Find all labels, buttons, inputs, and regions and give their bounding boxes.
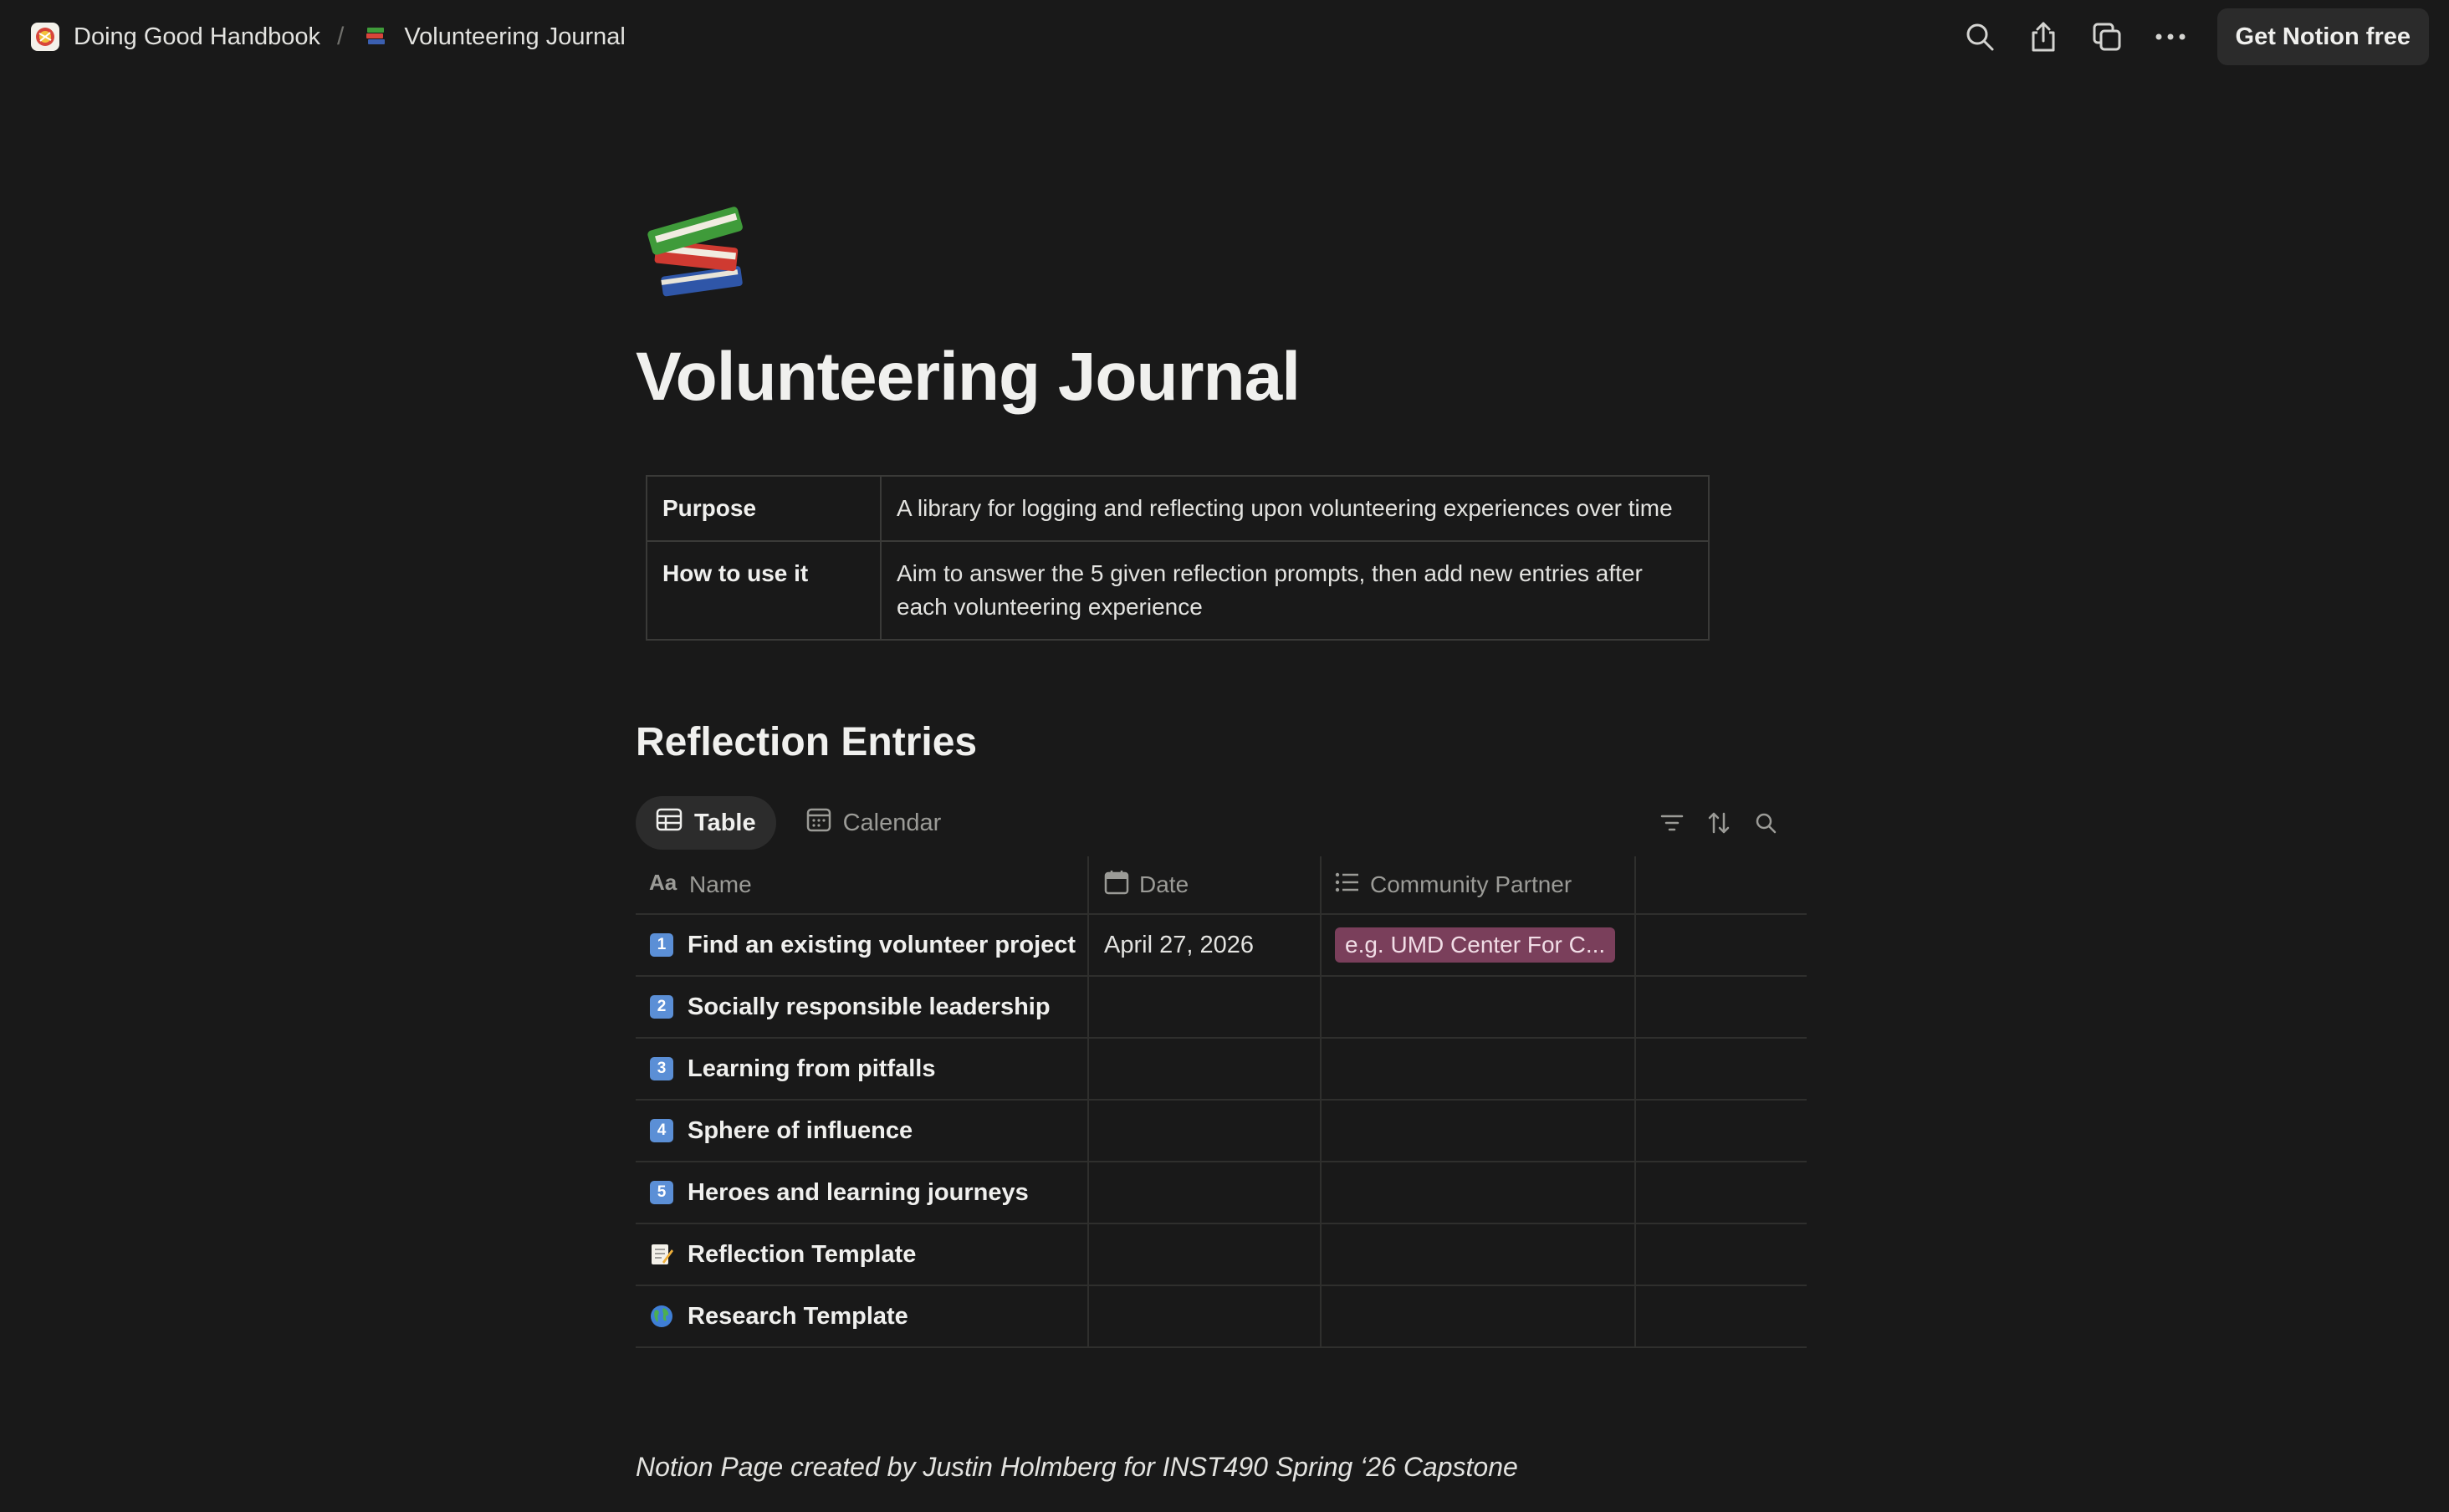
- column-label: Name: [689, 871, 752, 897]
- row-name[interactable]: Find an existing volunteer project: [688, 931, 1076, 958]
- duplicate-icon[interactable]: [2075, 5, 2139, 69]
- partner-cell[interactable]: [1322, 1101, 1636, 1161]
- breadcrumb-separator: /: [337, 23, 345, 50]
- calendar-property-icon: [1104, 870, 1129, 901]
- extra-cell: [1636, 1101, 1807, 1161]
- database-search-icon[interactable]: [1748, 801, 1783, 845]
- globe-icon: [649, 1304, 674, 1329]
- date-cell[interactable]: [1089, 1101, 1322, 1161]
- column-label: Community Partner: [1370, 871, 1572, 897]
- date-cell[interactable]: [1089, 1162, 1322, 1223]
- breadcrumb-current[interactable]: Volunteering Journal: [404, 23, 626, 50]
- search-icon[interactable]: [1948, 5, 2012, 69]
- calendar-icon: [806, 807, 831, 839]
- table-row[interactable]: [636, 1162, 1807, 1224]
- info-key[interactable]: How to use it: [647, 541, 881, 640]
- column-header-name[interactable]: [636, 856, 1089, 913]
- row-name[interactable]: Reflection Template: [688, 1240, 917, 1268]
- breadcrumb: [30, 22, 626, 52]
- keycap-3-icon: [649, 1056, 674, 1081]
- partner-cell[interactable]: [1322, 1224, 1636, 1285]
- column-header-spacer: [1636, 856, 1807, 913]
- partner-cell[interactable]: [1322, 915, 1636, 975]
- keycap-digit: 5: [650, 1181, 673, 1204]
- table-row[interactable]: [636, 1039, 1807, 1101]
- breadcrumb-parent[interactable]: Doing Good Handbook: [74, 23, 321, 50]
- footer-note[interactable]: Notion Page created by Justin Holmberg for INST490 Spring ‘26 Capstone: [636, 1452, 1518, 1482]
- svg-text:Aa: Aa: [649, 871, 677, 893]
- row-name[interactable]: Heroes and learning journeys: [688, 1178, 1029, 1206]
- share-icon[interactable]: [2012, 5, 2075, 69]
- view-tabs: [636, 796, 961, 850]
- extra-cell: [1636, 1224, 1807, 1285]
- date-cell[interactable]: [1089, 977, 1322, 1037]
- keycap-digit: 1: [650, 933, 673, 957]
- database-tools: [1654, 801, 1783, 845]
- extra-cell: [1636, 1039, 1807, 1099]
- row-name[interactable]: Socially responsible leadership: [688, 993, 1051, 1020]
- extra-cell: [1636, 1162, 1807, 1223]
- table-row[interactable]: [636, 1286, 1807, 1348]
- table-icon: [656, 808, 683, 838]
- info-value[interactable]: Aim to answer the 5 given reflection prompts, then add new entries after each volunteering experience: [881, 541, 1709, 640]
- partner-cell[interactable]: [1322, 1162, 1636, 1223]
- name-cell[interactable]: [636, 1101, 1089, 1161]
- tab-table-view[interactable]: [636, 796, 776, 850]
- books-icon: [360, 22, 391, 52]
- info-key[interactable]: Purpose: [647, 476, 881, 541]
- row-name[interactable]: Research Template: [688, 1302, 908, 1330]
- keycap-digit: 3: [650, 1057, 673, 1080]
- get-notion-free-button[interactable]: Get Notion free: [2217, 8, 2429, 65]
- tab-label: Calendar: [842, 809, 942, 836]
- extra-cell: [1636, 915, 1807, 975]
- row-date: April 27, 2026: [1104, 931, 1254, 958]
- database-title[interactable]: Reflection Entries: [636, 720, 978, 764]
- handbook-icon[interactable]: [30, 22, 60, 52]
- sort-icon[interactable]: [1701, 801, 1736, 845]
- partner-cell[interactable]: [1322, 977, 1636, 1037]
- name-cell[interactable]: [636, 1162, 1089, 1223]
- keycap-4-icon: [649, 1118, 674, 1143]
- keycap-digit: 4: [650, 1119, 673, 1142]
- top-bar: [0, 0, 2449, 74]
- books-emoji-icon[interactable]: [639, 189, 763, 313]
- tab-calendar-view[interactable]: [786, 796, 962, 850]
- keycap-5-icon: [649, 1180, 674, 1205]
- keycap-digit: 2: [650, 995, 673, 1019]
- tab-label: Table: [694, 809, 756, 836]
- database-table: [636, 856, 1807, 1348]
- date-cell[interactable]: [1089, 1286, 1322, 1346]
- filter-icon[interactable]: [1654, 801, 1690, 845]
- name-cell[interactable]: [636, 1224, 1089, 1285]
- info-value[interactable]: A library for logging and reflecting upon volunteering experiences over time: [881, 476, 1709, 541]
- date-cell[interactable]: [1089, 915, 1322, 975]
- column-header-community-partner[interactable]: [1322, 856, 1636, 913]
- info-row-purpose: [647, 476, 1709, 541]
- list-property-icon: [1335, 871, 1360, 899]
- name-cell[interactable]: [636, 1039, 1089, 1099]
- column-header-date[interactable]: [1089, 856, 1322, 913]
- name-cell[interactable]: [636, 977, 1089, 1037]
- info-table: [646, 475, 1710, 641]
- more-icon[interactable]: [2139, 5, 2202, 69]
- name-cell[interactable]: [636, 1286, 1089, 1346]
- page-title[interactable]: Volunteering Journal: [636, 339, 1300, 415]
- name-cell[interactable]: [636, 915, 1089, 975]
- table-row[interactable]: [636, 915, 1807, 977]
- table-row[interactable]: [636, 1101, 1807, 1162]
- date-cell[interactable]: [1089, 1224, 1322, 1285]
- extra-cell: [1636, 977, 1807, 1037]
- table-header-row: [636, 856, 1807, 915]
- keycap-2-icon: [649, 994, 674, 1019]
- column-label: Date: [1139, 871, 1189, 897]
- table-row[interactable]: [636, 1224, 1807, 1286]
- text-property-icon: [649, 871, 679, 899]
- partner-cell[interactable]: [1322, 1286, 1636, 1346]
- table-row[interactable]: [636, 977, 1807, 1039]
- row-name[interactable]: Sphere of influence: [688, 1116, 913, 1144]
- date-cell[interactable]: [1089, 1039, 1322, 1099]
- extra-cell: [1636, 1286, 1807, 1346]
- row-name[interactable]: Learning from pitfalls: [688, 1055, 936, 1082]
- partner-tag: e.g. UMD Center For C...: [1335, 927, 1615, 963]
- memo-icon: [649, 1242, 674, 1267]
- keycap-1-icon: [649, 932, 674, 958]
- info-row-how-to-use: [647, 541, 1709, 640]
- partner-cell[interactable]: [1322, 1039, 1636, 1099]
